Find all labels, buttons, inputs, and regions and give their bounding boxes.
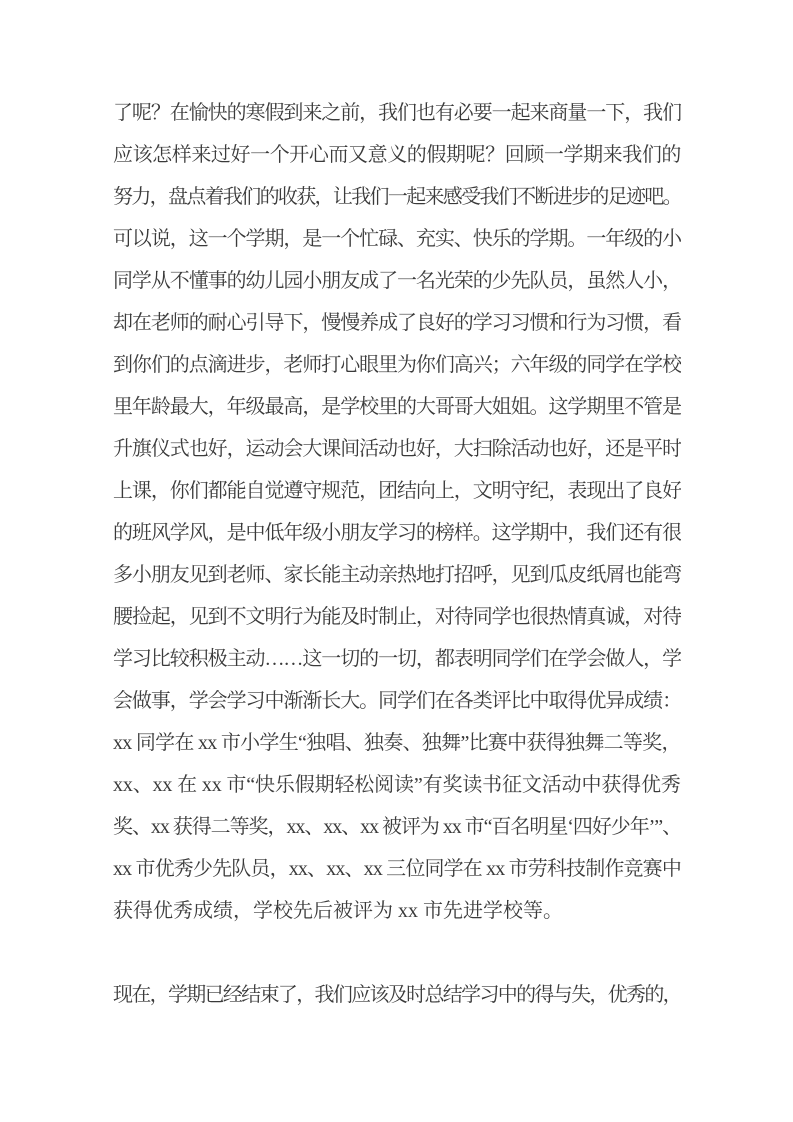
- text-line: 学习比较积极主动……这一切的一切，都表明同学们在学会做人，学: [113, 648, 681, 670]
- text-line: 应该怎样来过好一个开心而又意义的假期呢？回顾一学期来我们的: [113, 144, 681, 166]
- text-line: 腰捡起，见到不文明行为能及时制止，对待同学也很热情真诚，对待: [113, 606, 681, 628]
- text-line: 获得优秀成绩，学校先后被评为 xx 市先进学校等。: [113, 900, 563, 922]
- document-text-body: [113, 92, 681, 1058]
- text-line: 努力，盘点着我们的收获，让我们一起来感受我们不断进步的足迹吧。: [113, 186, 681, 208]
- text-line: 了呢？在愉快的寒假到来之前，我们也有必要一起来商量一下，我们: [113, 102, 681, 124]
- text-line: 同学从不懂事的幼儿园小朋友成了一名光荣的少先队员，虽然人小，: [113, 270, 681, 292]
- text-line: 会做事，学会学习中渐渐长大。同学们在各类评比中取得优异成绩：: [113, 690, 681, 712]
- text-line: 现在，学期已经结束了，我们应该及时总结学习中的得与失，优秀的，: [113, 984, 681, 1006]
- text-line: 升旗仪式也好，运动会大课间活动也好，大扫除活动也好，还是平时: [113, 438, 681, 460]
- text-line: 上课，你们都能自觉遵守规范，团结向上，文明守纪，表现出了良好: [113, 480, 681, 502]
- text-line: 奖、xx 获得二等奖，xx、xx、xx 被评为 xx 市“百名明星‘四好少年’”、: [113, 816, 681, 838]
- text-line: 可以说，这一个学期，是一个忙碌、充实、快乐的学期。一年级的小: [113, 228, 681, 250]
- text-line: 多小朋友见到老师、家长能主动亲热地打招呼，见到瓜皮纸屑也能弯: [113, 564, 681, 586]
- text-line: 的班风学风，是中低年级小朋友学习的榜样。这学期中，我们还有很: [113, 522, 681, 544]
- text-line: xx 市优秀少先队员，xx、xx、xx 三位同学在 xx 市劳科技制作竞赛中: [113, 858, 681, 880]
- text-line: 里年龄最大，年级最高，是学校里的大哥哥大姐姐。这学期里不管是: [113, 396, 681, 418]
- text-line: 却在老师的耐心引导下，慢慢养成了良好的学习习惯和行为习惯，看: [113, 312, 681, 334]
- text-line: 到你们的点滴进步，老师打心眼里为你们高兴；六年级的同学在学校: [113, 354, 681, 376]
- text-line: xx 同学在 xx 市小学生“独唱、独奏、独舞”比赛中获得独舞二等奖，: [113, 732, 681, 754]
- paragraph: [113, 974, 681, 1016]
- text-line: xx、xx 在 xx 市“快乐假期轻松阅读”有奖读书征文活动中获得优秀: [113, 774, 681, 796]
- paragraph: [113, 92, 681, 932]
